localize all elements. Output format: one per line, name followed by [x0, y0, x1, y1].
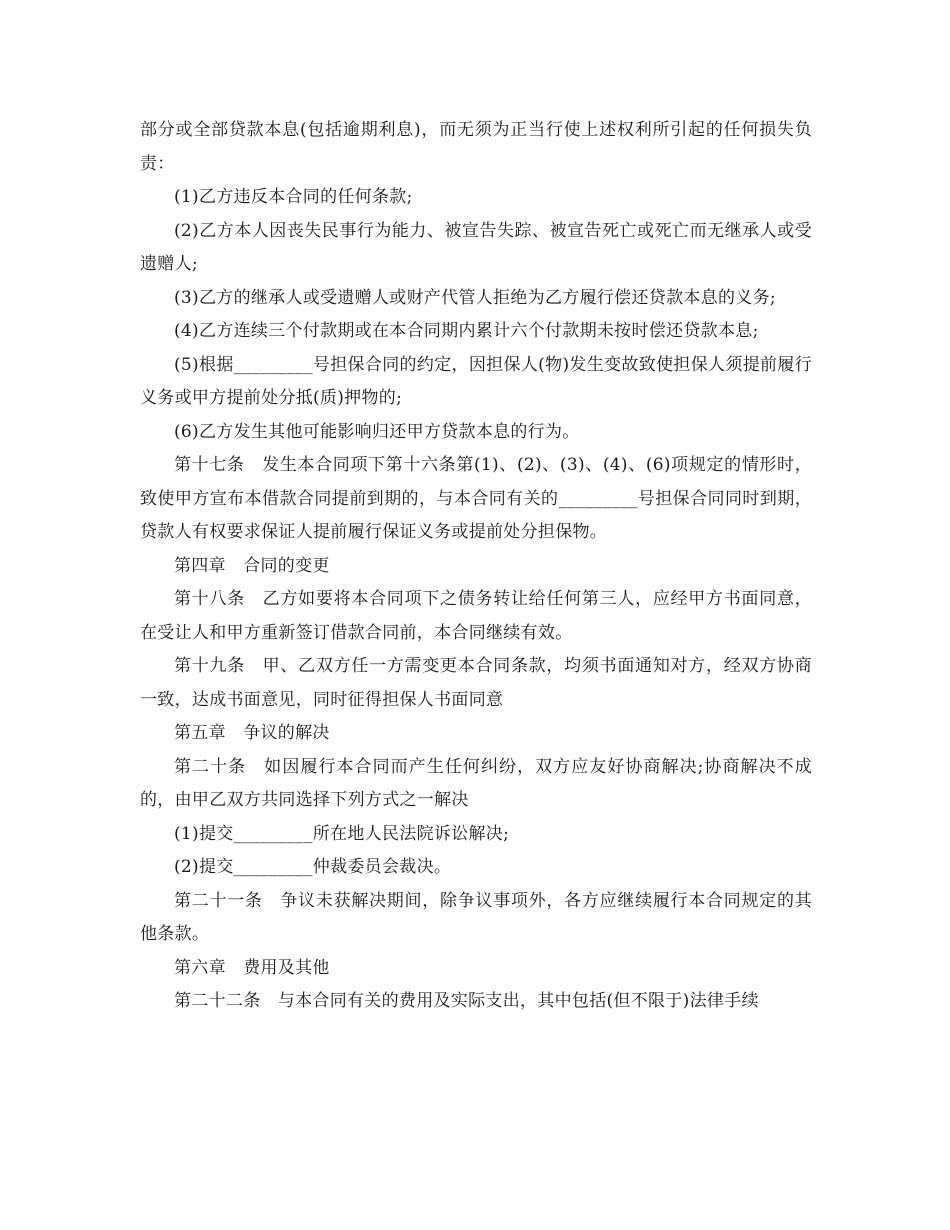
- article-20-option-2: (2)提交_________仲裁委员会裁决。: [174, 857, 452, 877]
- paragraph-item-3: (3)乙方的继承人或受遗赠人或财产代管人拒绝为乙方履行偿还贷款本息的义务;: [174, 287, 776, 308]
- article-17: 第十七条 发生本合同项下第十六条第(1)、(2)、(3)、(4)、(6)项规定的情形时，致使甲方宣布本借款合同提前到期的，与本合同有关的_________号担保合同同时到期，贷款人有权要求保证人提前履行保证义务或提前处分担保物。: [140, 455, 812, 542]
- paragraph-continuation: 部分或全部贷款本息(包括逾期利息)，而无须为正当行使上述权利所引起的任何损失负责：: [140, 120, 812, 174]
- document-body: [140, 114, 812, 1019]
- article-20-option-1: (1)提交_________所在地人民法院诉讼解决;: [174, 823, 510, 844]
- article-20: 第二十条 如因履行本合同而产生任何纠纷，双方应友好协商解决;协商解决不成的，由甲乙双方共同选择下列方式之一解决: [140, 756, 812, 810]
- paragraph-item-2: (2)乙方本人因丧失民事行为能力、被宣告失踪、被宣告死亡或死亡而无继承人或受遗赠人;: [140, 220, 812, 274]
- chapter-5-heading: 第五章 争议的解决: [174, 723, 330, 743]
- article-18: 第十八条 乙方如要将本合同项下之债务转让给任何第三人，应经甲方书面同意，在受让人和甲方重新签订借款合同前，本合同继续有效。: [140, 589, 812, 643]
- paragraph-item-5: (5)根据_________号担保合同的约定，因担保人(物)发生变故致使担保人须提前履行义务或甲方提前处分抵(质)押物的;: [140, 354, 812, 408]
- chapter-4-heading: 第四章 合同的变更: [174, 555, 330, 576]
- chapter-6-heading: 第六章 费用及其他: [174, 957, 330, 978]
- paragraph-item-4: (4)乙方连续三个付款期或在本合同期内累计六个付款期未按时偿还贷款本息;: [174, 321, 759, 341]
- article-19: 第十九条 甲、乙双方任一方需变更本合同条款，均须书面通知对方，经双方协商一致，达成书面意见，同时征得担保人书面同意: [140, 656, 812, 710]
- paragraph-item-6: (6)乙方发生其他可能影响归还甲方贷款本息的行为。: [174, 421, 580, 442]
- paragraph-item-1: (1)乙方违反本合同的任何条款;: [174, 187, 413, 207]
- article-21: 第二十一条 争议未获解决期间，除争议事项外，各方应继续履行本合同规定的其他条款。: [140, 890, 812, 944]
- article-22: 第二十二条 与本合同有关的费用及实际支出，其中包括(但不限于)法律手续: [174, 991, 759, 1011]
